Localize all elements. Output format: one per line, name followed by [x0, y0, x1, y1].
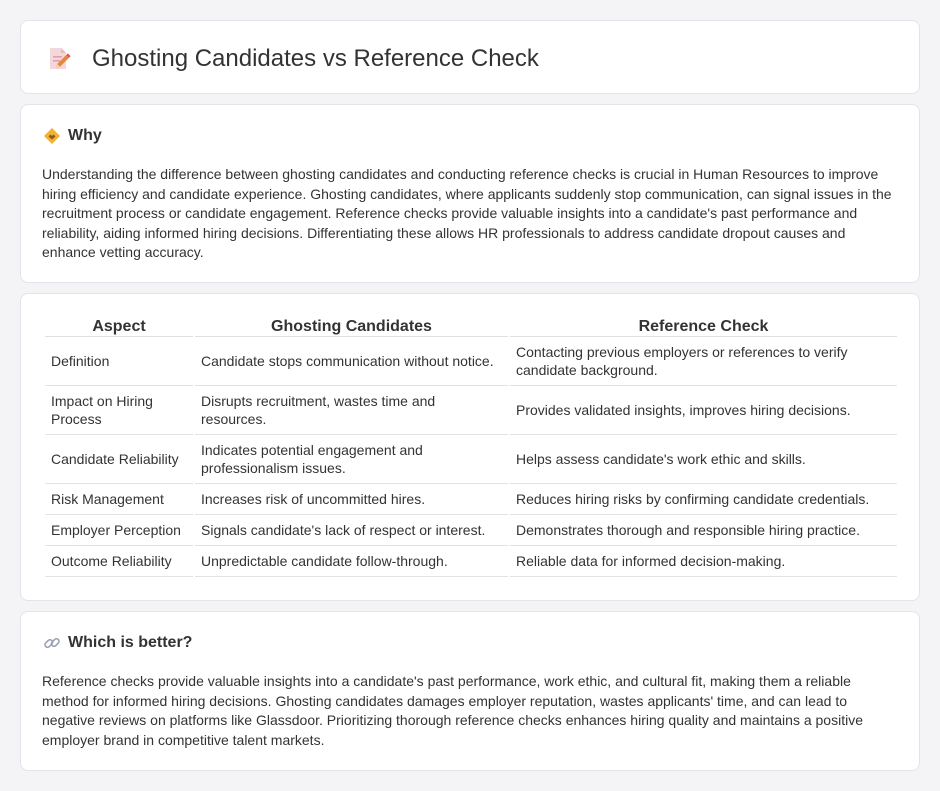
table-cell: Increases risk of uncommitted hires.: [195, 484, 508, 515]
column-header: Ghosting Candidates: [195, 318, 508, 337]
handshake-diamond-icon: [43, 127, 61, 145]
better-heading-row: [43, 634, 192, 652]
title-row: [46, 45, 539, 73]
table-cell: Signals candidate's lack of respect or interest.: [195, 515, 508, 546]
table-cell: Provides validated insights, improves hiring decisions.: [510, 386, 897, 435]
why-heading-row: [43, 127, 102, 145]
table-cell: Reliable data for informed decision-making.: [510, 546, 897, 577]
table-cell: Unpredictable candidate follow-through.: [195, 546, 508, 577]
why-section: [20, 104, 920, 283]
table-cell: Risk Management: [45, 484, 193, 515]
table-cell: Employer Perception: [45, 515, 193, 546]
table-header-row: [45, 318, 897, 337]
page-title: Ghosting Candidates vs Reference Check: [92, 45, 539, 72]
table-cell: Outcome Reliability: [45, 546, 193, 577]
table-cell: Candidate Reliability: [45, 435, 193, 484]
table-cell: Candidate stops communication without notice.: [195, 337, 508, 386]
table-row: [45, 337, 897, 386]
table-row: [45, 515, 897, 546]
why-heading: Why: [68, 127, 102, 144]
table-row: [45, 546, 897, 577]
table-row: [45, 386, 897, 435]
table-row: [45, 484, 897, 515]
better-text: Reference checks provide valuable insights into a candidate's past performance, work ethic, and cultural fit, making them a reliable method for informed hiring decisions. Ghosting candidates damages employer reputation, wastes applicants' time, and can lead to negative reviews on platforms like Glassdoor. Prioritizing thorough reference checks enhances hiring quality and maintains a positive employer brand in competitive talent markets.: [42, 673, 863, 748]
column-header: Aspect: [45, 318, 193, 337]
table-cell: Helps assess candidate's work ethic and skills.: [510, 435, 897, 484]
header-card: [20, 20, 920, 94]
table-cell: Definition: [45, 337, 193, 386]
comparison-section: [20, 293, 920, 601]
table-row: [45, 435, 897, 484]
link-icon: [43, 634, 61, 652]
table-cell: Contacting previous employers or references to verify candidate background.: [510, 337, 897, 386]
table-cell: Demonstrates thorough and responsible hiring practice.: [510, 515, 897, 546]
which-better-section: [20, 611, 920, 771]
better-heading: Which is better?: [68, 634, 193, 651]
document-pencil-icon: [46, 46, 72, 72]
column-header: Reference Check: [510, 318, 897, 337]
table-cell: Indicates potential engagement and professionalism issues.: [195, 435, 508, 484]
table-cell: Disrupts recruitment, wastes time and resources.: [195, 386, 508, 435]
comparison-table: [43, 318, 899, 577]
table-cell: Reduces hiring risks by confirming candidate credentials.: [510, 484, 897, 515]
table-cell: Impact on Hiring Process: [45, 386, 193, 435]
why-text: Understanding the difference between ghosting candidates and conducting reference checks is crucial in Human Resources to improve hiring efficiency and candidate experience. Ghosting candidates, where applicants suddenly stop communication, can signal issues in the recruitment process or candidate engagement. Reference checks provide valuable insights into a candidate's past performance and reliability, aiding informed hiring decisions. Differentiating these allows HR professionals to address candidate dropout causes and enhance vetting accuracy.: [42, 166, 892, 261]
